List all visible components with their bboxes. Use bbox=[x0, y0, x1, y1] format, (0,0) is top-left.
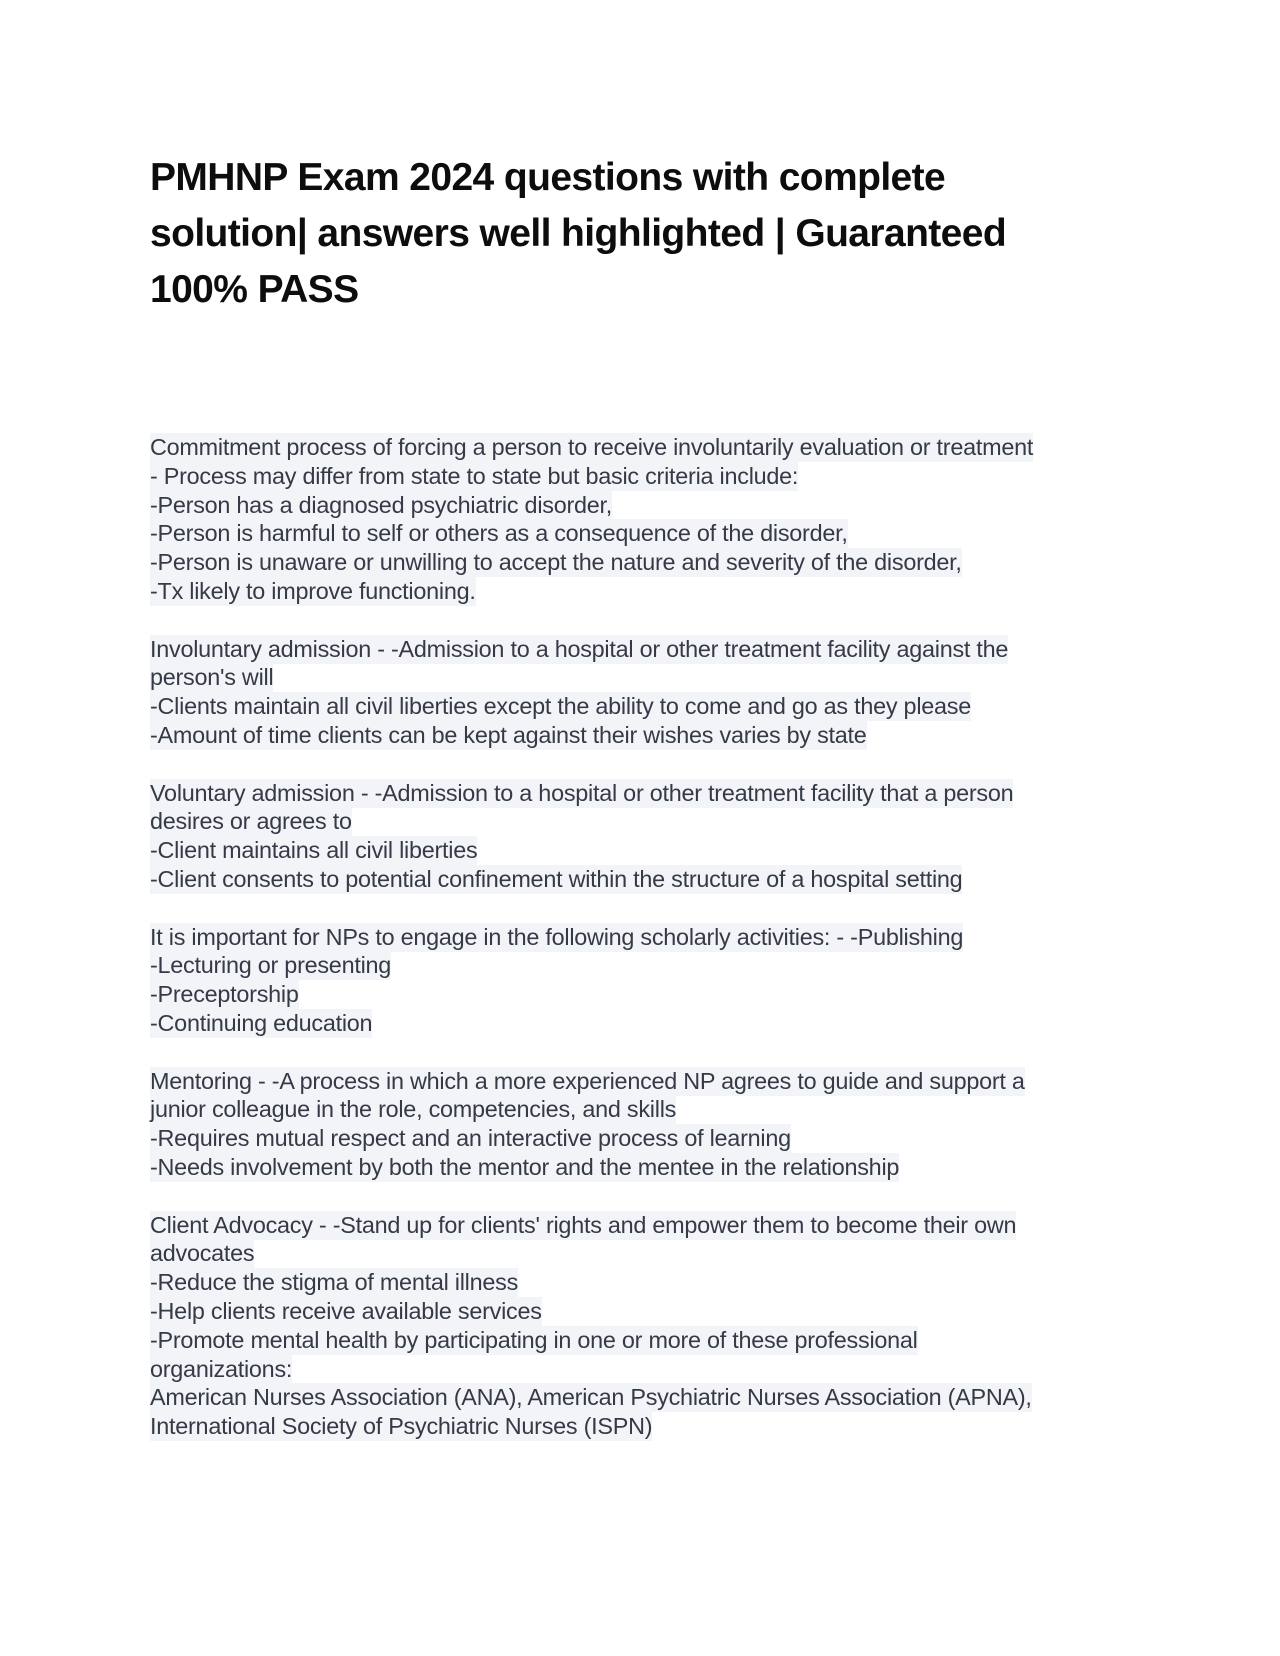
highlighted-text: -Continuing education bbox=[150, 1009, 373, 1036]
text-line bbox=[150, 548, 1140, 577]
qa-block-client-advocacy bbox=[150, 1211, 1140, 1441]
text-line bbox=[150, 836, 1140, 865]
highlighted-text: Client Advocacy - -Stand up for clients' rights and empower them to become their own bbox=[150, 1211, 1017, 1238]
highlighted-text: -Clients maintain all civil liberties except the ability to come and go as they please bbox=[150, 693, 971, 720]
text-line bbox=[150, 433, 1140, 462]
text-line bbox=[150, 1297, 1140, 1326]
highlighted-text: -Lecturing or presenting bbox=[150, 952, 392, 979]
highlighted-text: organizations: bbox=[150, 1355, 293, 1382]
highlighted-text: -Promote mental health by participating in one or more of these professional bbox=[150, 1326, 918, 1353]
highlighted-text: American Nurses Association (ANA), American Psychiatric Nurses Association (APNA), bbox=[150, 1384, 1032, 1411]
highlighted-text: -Person is unaware or unwilling to accept the nature and severity of the disorder, bbox=[150, 549, 962, 576]
title-line: solution| answers well highlighted | Guaranteed bbox=[150, 212, 1007, 255]
highlighted-text: -Person is harmful to self or others as a consequence of the disorder, bbox=[150, 520, 848, 547]
text-line bbox=[150, 1268, 1140, 1297]
text-line bbox=[150, 865, 1140, 894]
text-line bbox=[150, 1153, 1140, 1182]
highlighted-text: -Requires mutual respect and an interactive process of learning bbox=[150, 1125, 791, 1152]
qa-block-scholarly-activities bbox=[150, 923, 1140, 1038]
text-line bbox=[150, 692, 1140, 721]
highlighted-text: junior colleague in the role, competencies, and skills bbox=[150, 1096, 677, 1123]
highlighted-text: Mentoring - -A process in which a more experienced NP agrees to guide and support a bbox=[150, 1067, 1025, 1094]
text-line bbox=[150, 980, 1140, 1009]
highlighted-text: -Help clients receive available services bbox=[150, 1297, 542, 1324]
text-line bbox=[150, 1067, 1140, 1096]
highlighted-text: advocates bbox=[150, 1240, 255, 1267]
text-line bbox=[150, 1095, 1140, 1124]
highlighted-text: - Process may differ from state to state but basic criteria include: bbox=[150, 462, 799, 489]
text-line bbox=[150, 1124, 1140, 1153]
highlighted-text: person's will bbox=[150, 664, 274, 691]
highlighted-text: -Reduce the stigma of mental illness bbox=[150, 1269, 519, 1296]
highlighted-text: -Client consents to potential confinement within the structure of a hospital setting bbox=[150, 865, 963, 892]
qa-block-voluntary-admission bbox=[150, 779, 1140, 894]
highlighted-text: -Tx likely to improve functioning. bbox=[150, 577, 476, 604]
text-line bbox=[150, 1326, 1140, 1355]
text-line bbox=[150, 721, 1140, 750]
text-line bbox=[150, 577, 1140, 606]
text-line bbox=[150, 779, 1140, 808]
text-line bbox=[150, 635, 1140, 664]
document-body bbox=[150, 433, 1140, 1470]
qa-block-involuntary-admission bbox=[150, 635, 1140, 750]
highlighted-text: Voluntary admission - -Admission to a hospital or other treatment facility that a person bbox=[150, 779, 1014, 806]
text-line bbox=[150, 1355, 1140, 1384]
highlighted-text: International Society of Psychiatric Nurses (ISPN) bbox=[150, 1413, 653, 1440]
text-line bbox=[150, 1239, 1140, 1268]
text-line bbox=[150, 1412, 1140, 1441]
title-line: 100% PASS bbox=[150, 268, 359, 311]
text-line bbox=[150, 1211, 1140, 1240]
text-line bbox=[150, 951, 1140, 980]
highlighted-text: -Needs involvement by both the mentor and the mentee in the relationship bbox=[150, 1153, 900, 1180]
highlighted-text: Involuntary admission - -Admission to a hospital or other treatment facility against the bbox=[150, 635, 1009, 662]
qa-block-mentoring bbox=[150, 1067, 1140, 1182]
highlighted-text: -Person has a diagnosed psychiatric disorder, bbox=[150, 491, 613, 518]
document-title bbox=[150, 150, 1110, 318]
text-line bbox=[150, 663, 1140, 692]
qa-block-commitment bbox=[150, 433, 1140, 606]
text-line bbox=[150, 1383, 1140, 1412]
title-line: PMHNP Exam 2024 questions with complete bbox=[150, 156, 946, 199]
text-line bbox=[150, 462, 1140, 491]
highlighted-text: -Client maintains all civil liberties bbox=[150, 837, 478, 864]
text-line bbox=[150, 519, 1140, 548]
text-line bbox=[150, 1009, 1140, 1038]
text-line bbox=[150, 923, 1140, 952]
text-line bbox=[150, 491, 1140, 520]
highlighted-text: desires or agrees to bbox=[150, 808, 352, 835]
highlighted-text: Commitment process of forcing a person to receive involuntarily evaluation or treatment bbox=[150, 434, 1034, 460]
text-line bbox=[150, 807, 1140, 836]
highlighted-text: It is important for NPs to engage in the following scholarly activities: - -Publishing bbox=[150, 923, 964, 950]
highlighted-text: -Amount of time clients can be kept against their wishes varies by state bbox=[150, 721, 867, 748]
highlighted-text: -Preceptorship bbox=[150, 981, 299, 1008]
